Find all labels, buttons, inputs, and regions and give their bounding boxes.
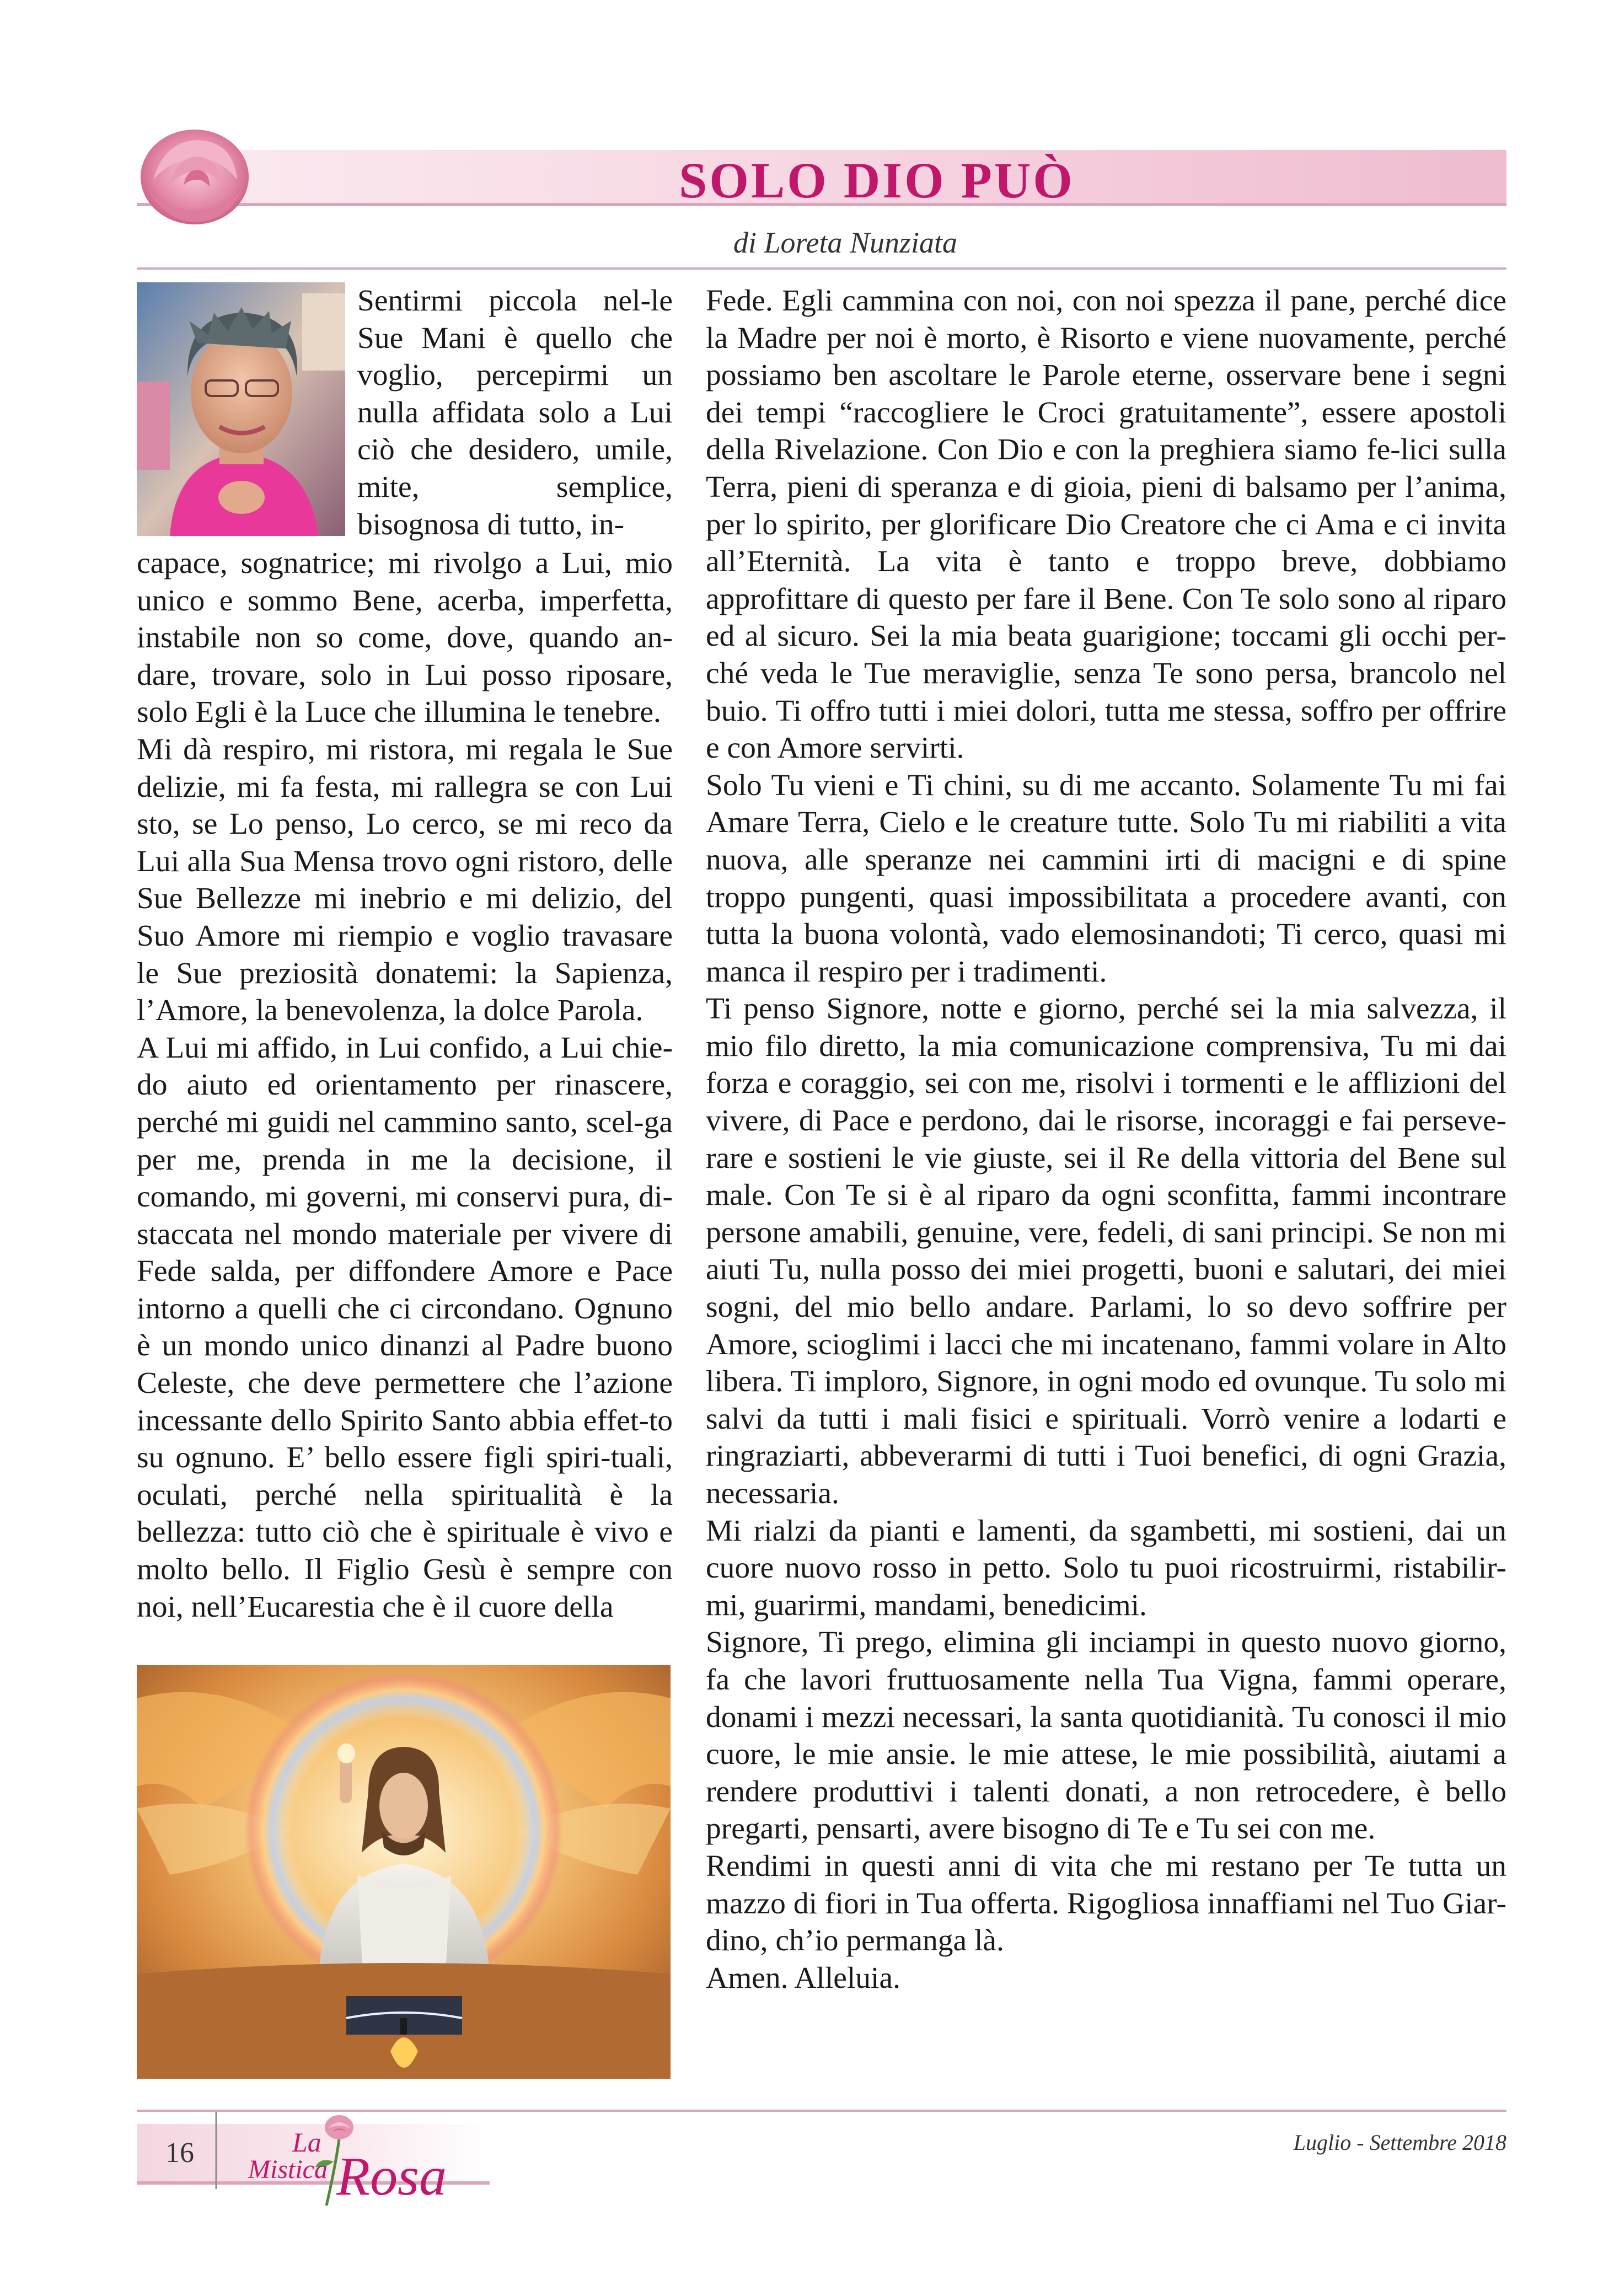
paragraph: Solo Tu vieni e Ti chini, su di me accanto. Solamente Tu mi fai Amare Terra, Cielo e le creature tutte. Solo Tu mi riabiliti a vita nuova, alle speranze nei cammini irti di macigni e di spine troppo pungenti, quasi impossibilitata a procedere avanti, con tutta la buona volontà, vado elemosinandoti; Ti cerco, quasi mi manca il respiro per i tradimenti. — [706, 768, 1506, 989]
paragraph: Amen. Alleluia. — [706, 1961, 900, 1995]
paragraph: Mi rialzi da pianti e lamenti, da sgambetti, mi sostieni, dai un cuore nuovo rosso in petto. Solo tu puoi ricostruirmi, ristabilir-mi, guarirmi, mandami, benedicimi. — [706, 1514, 1506, 1622]
paragraph: Signore, Ti prego, elimina gli inciampi in questo nuovo giorno, fa che lavori fruttuosamente nella Tua Vigna, fammi operare, donami i mezzi necessari, la santa quotidianità. Tu conosci il mio cuore, le mie ansie. le mie attese, le mie possibilità, aiutami a rendere produttivi i talenti donati, a non retrocedere, è bello pregarti, pensarti, avere bisogno di Te e Tu sei con me. — [706, 1626, 1506, 1846]
logo-text-mistica: Mistica — [248, 2155, 328, 2184]
jesus-illustration — [137, 1665, 671, 2079]
paragraph: Sentirmi piccola nel-le Sue Mani è quello che voglio, percepirmi un nulla affidata solo a Lui ciò che desidero, umile, mite, semplice, bisognosa di tutto, in- — [357, 284, 673, 541]
column-2-body — [706, 282, 1506, 2091]
paragraph: A Lui mi affido, in Lui confido, a Lui chie-do aiuto ed orientamento per rinascere, perché mi guidi nel cammino santo, scel-ga per me, prenda in me la decisione, il comando, mi governi, mi conservi pura, di-staccata nel mondo materiale per vivere di Fede salda, per diffondere Amore e Pace intorno a quelli che ci circondano. Ognuno è un mondo unico dinanzi al Padre buono Celeste, che deve permettere che l’azione incessante dello Spirito Santo abbia effet-to su ognuno. E’ bello essere figli spiri-tuali, oculati, perché nella spiritualità è la bellezza: tutto ciò che è spirituale è vivo e molto bello. Il Figlio Gesù è sempre con noi, nell’Eucarestia che è il cuore della — [137, 1031, 673, 1624]
column-1-body — [137, 545, 673, 1645]
article-title: SOLO DIO PUÒ — [679, 152, 1075, 208]
column-1-intro — [357, 282, 673, 545]
magazine-logo — [210, 2106, 496, 2211]
logo-text-rosa: Rosa — [336, 2145, 447, 2207]
issue-date: Luglio - Settembre 2018 — [1293, 2130, 1506, 2155]
paragraph: capace, sognatrice; mi rivolgo a Lui, mio unico e sommo Bene, acerba, imperfetta, instabile non so come, dove, quando an-dare, trovare, solo in Lui posso riposare, solo Egli è la Luce che illumina le tenebre. — [137, 546, 673, 729]
logo-text-la: La — [292, 2127, 321, 2158]
top-rule — [137, 267, 1506, 270]
paragraph: Rendimi in questi anni di vita che mi restano per Te tutta un mazzo di fiori in Tua offerta. Rigogliosa innaffiami nel Tuo Giar-dino, ch’io permanga là. — [706, 1849, 1506, 1958]
article-byline: di Loreta Nunziata — [733, 226, 958, 259]
author-portrait — [137, 282, 345, 536]
paragraph: Mi dà respiro, mi ristora, mi regala le Sue delizie, mi fa festa, mi rallegra se con Lui sto, se Lo penso, Lo cerco, se mi reco da Lui alla Sua Mensa trovo ogni ristoro, delle Sue Bellezze mi inebrio e mi delizio, del Suo Amore mi riempio e voglio travasare le Sue preziosità donatemi: la Sapienza, l’Amore, la benevolenza, la dolce Parola. — [137, 732, 673, 1028]
page-number: 16 — [165, 2137, 194, 2169]
logo-rose-icon — [325, 2115, 353, 2139]
paragraph: Ti penso Signore, notte e giorno, perché sei la mia salvezza, il mio filo diretto, la mia comunicazione comprensiva, Tu mi dai forza e coraggio, sei con me, risolvi i tormenti e le afflizioni del vivere, di Pace e perdono, dai le risorse, incoraggi e fai persevе-rare e sostieni le vie giuste, sei il Re della vittoria del Bene sul male. Con Te si è al riparo da ogni sconfitta, fammi incontrare persone amabili, genuine, vere, fedeli, di sani principi. Se non mi aiuti Tu, nulla posso dei miei progetti, buoni e salutari, dei miei sogni, del mio bello andare. Parlami, lo so devo soffrire per Amore, scioglimi i lacci che mi incatenano, fammi volare in Alto libera. Ti imploro, Signore, in ogni modo ed ovunque. Tu solo mi salvi da tutti i mali fisici e spirituali. Vorrò venire a lodarti e ringraziarti, abbeverarmi di tutti i Tuoi benefici, di ogni Grazia, necessaria. — [706, 992, 1506, 1510]
paragraph: Fede. Egli cammina con noi, con noi spezza il pane, perché dice la Madre per noi è morto, è Risorto e viene nuovamente, perché possiamo ben ascoltare le Parole eterne, osservare bene i segni dei tempi “raccogliere le Croci gratuitamente”, essere apostoli della Rivelazione. Con Dio e con la preghiera siamo fe-lici sulla Terra, pieni di speranza e di gioia, pieni di balsamo per l’anima, per lo spirito, per glorificare Dio Creatore che ci Ama e ci invita all’Eternità. La vita è tanto e troppo breve, dobbiamo approfittare di questo per fare il Bene. Con Te solo sono al riparo ed al sicuro. Sei la mia beata guarigione; toccami gli occhi per-ché veda le Tue meraviglie, senza Te sono persa, brancolo nel buio. Ti offro tutti i miei dolori, tutta me stessa, soffro per offrire e con Amore servirti. — [706, 284, 1506, 765]
rose-icon — [131, 119, 258, 229]
